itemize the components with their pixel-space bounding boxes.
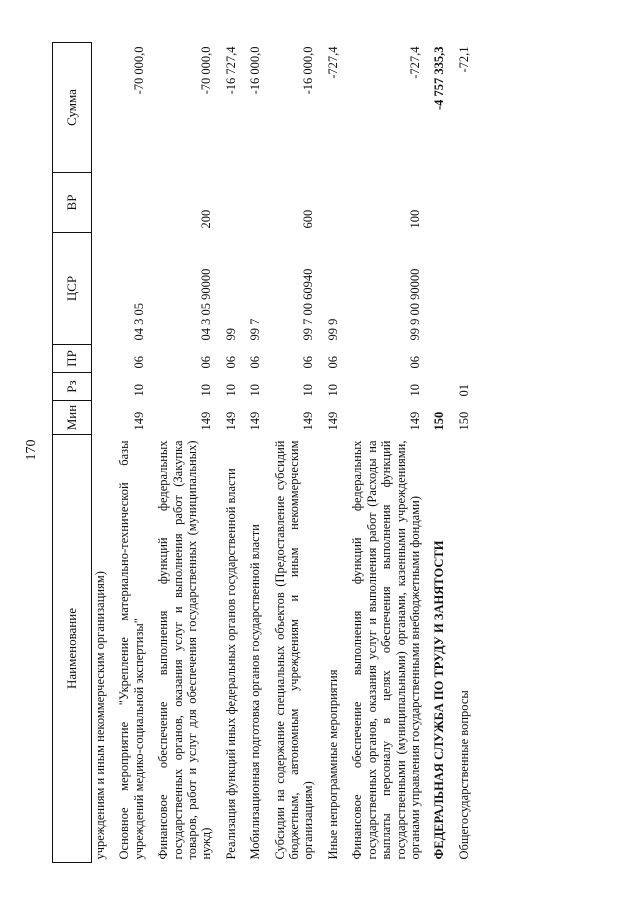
cell-vr: 600	[301, 209, 316, 229]
cell-sum: -72,1	[456, 46, 471, 73]
header-pr: ПР	[53, 345, 92, 373]
table-header-row	[53, 43, 92, 863]
cell-sum: -16 727,4	[223, 46, 238, 95]
cell-rz: 10	[199, 384, 214, 397]
cell-csr: 04 3 05 90000	[199, 268, 214, 341]
cell-sum: -16 000,0	[248, 46, 263, 95]
cell-sum: -727,4	[325, 46, 340, 79]
cell-csr: 99	[223, 328, 238, 341]
table-row	[272, 43, 317, 863]
cell-pr: 06	[223, 356, 238, 369]
cell-vr: 200	[199, 209, 214, 229]
cell-name: Финансовое обеспечение выполнения функций федеральных государственных органов, оказания услуг и выполнения работ (Расходы на выплаты персоналу в целях обеспечения выполнения функций государственными (муниципальными) органами, казенными учреждениями, органами управления государственными внебюджетными фондами)	[350, 440, 422, 860]
header-rz: Рз	[53, 373, 92, 401]
cell-vr	[456, 173, 472, 233]
cell-name: Иные непрограммные мероприятия	[325, 669, 340, 860]
cell-sum	[92, 43, 109, 173]
cell-pr: 06	[325, 356, 340, 369]
cell-pr: 06	[248, 356, 263, 369]
table-row	[325, 43, 341, 863]
header-csr: ЦСР	[53, 233, 92, 345]
cell-csr: 99 9	[325, 318, 340, 341]
cell-vr	[431, 173, 447, 233]
cell-rz: 10	[301, 384, 316, 397]
cell-vr: 100	[407, 209, 422, 229]
table-row	[116, 43, 147, 863]
row-gap	[147, 43, 155, 863]
table-row	[456, 43, 472, 863]
cell-pr: 06	[199, 356, 214, 369]
cell-pr	[456, 345, 472, 373]
cell-vr	[116, 173, 147, 233]
cell-min: 149	[407, 411, 422, 431]
cell-rz	[431, 373, 447, 401]
cell-sum: -70 000,0	[199, 46, 214, 95]
cell-sum: -16 000,0	[301, 46, 316, 95]
cell-pr	[431, 345, 447, 373]
cell-min: 149	[325, 411, 340, 431]
cell-rz: 10	[248, 384, 263, 397]
row-gap	[423, 43, 431, 863]
cell-sum: -727,4	[407, 46, 422, 79]
row-gap	[264, 43, 272, 863]
table-row	[92, 43, 109, 863]
row-gap	[341, 43, 349, 863]
cell-min: 149	[223, 411, 238, 431]
cell-csr	[92, 233, 109, 345]
cell-pr: 06	[407, 356, 422, 369]
table-body	[92, 43, 473, 863]
cell-sum: -70 000,0	[131, 46, 146, 95]
cell-rz: 10	[223, 384, 238, 397]
row-gap	[215, 43, 223, 863]
cell-name: Основное мероприятие "Укрепление материально-технической базы учреждений медико-социальной экспертизы"	[117, 440, 146, 860]
cell-csr: 99 9 00 90000	[407, 268, 422, 341]
cell-name: Финансовое обеспечение выполнения функций федеральных государственных органов, оказания услуг и выполнения работ (Закупка товаров, работ и услуг для обеспечения государственных (муниципальных) нужд)	[156, 440, 214, 860]
cell-name: Субсидии на содержание специальных объектов (Предоставление субсидий бюджетным, автономным учреждениям и иным некоммерческим организациям)	[272, 440, 316, 860]
cell-rz: 10	[131, 384, 146, 397]
cell-name: Мобилизационная подготовка органов государственной власти	[248, 524, 263, 860]
budget-table	[52, 42, 472, 863]
header-vr: ВР	[53, 173, 92, 233]
row-gap	[239, 43, 247, 863]
cell-name: Реализация функций иных федеральных органов государственной власти	[223, 468, 238, 860]
cell-vr	[247, 173, 263, 233]
table-row	[349, 43, 423, 863]
cell-vr	[325, 173, 341, 233]
cell-name: учреждениям и иным некоммерческим организациям)	[93, 571, 107, 860]
cell-rz: 10	[407, 384, 422, 397]
cell-min: 149	[248, 411, 263, 431]
cell-name: Общегосударственные вопросы	[456, 690, 471, 860]
rotated-page	[52, 43, 592, 863]
table-row	[155, 43, 215, 863]
header-min: Мин	[53, 401, 92, 435]
cell-min: 149	[301, 411, 316, 431]
cell-sum: -4 757 335,3	[432, 46, 447, 111]
cell-min	[92, 401, 109, 435]
table-row	[247, 43, 263, 863]
cell-pr: 06	[131, 356, 146, 369]
cell-min: 150	[456, 411, 471, 431]
cell-rz	[92, 373, 109, 401]
cell-rz: 10	[325, 384, 340, 397]
cell-pr: 06	[301, 356, 316, 369]
cell-min: 149	[131, 411, 146, 431]
cell-vr	[223, 173, 239, 233]
cell-vr	[92, 173, 109, 233]
cell-csr: 04 3 05	[131, 303, 146, 341]
table-row	[223, 43, 239, 863]
cell-csr	[431, 233, 447, 345]
cell-csr: 99 7	[248, 318, 263, 341]
header-sum: Сумма	[53, 43, 92, 173]
row-gap	[317, 43, 325, 863]
cell-rz: 01	[456, 384, 471, 397]
header-name: Наименование	[53, 435, 92, 863]
cell-min: 150	[432, 411, 447, 431]
page-number: 170	[24, 439, 39, 461]
cell-min: 149	[199, 411, 214, 431]
cell-csr	[456, 233, 472, 345]
cell-pr	[92, 345, 109, 373]
row-gap	[448, 43, 456, 863]
cell-csr: 99 7 00 60940	[301, 268, 316, 341]
row-gap	[108, 43, 116, 863]
cell-name: ФЕДЕРАЛЬНАЯ СЛУЖБА ПО ТРУДУ И ЗАНЯТОСТИ	[432, 540, 447, 860]
table-row	[431, 43, 447, 863]
